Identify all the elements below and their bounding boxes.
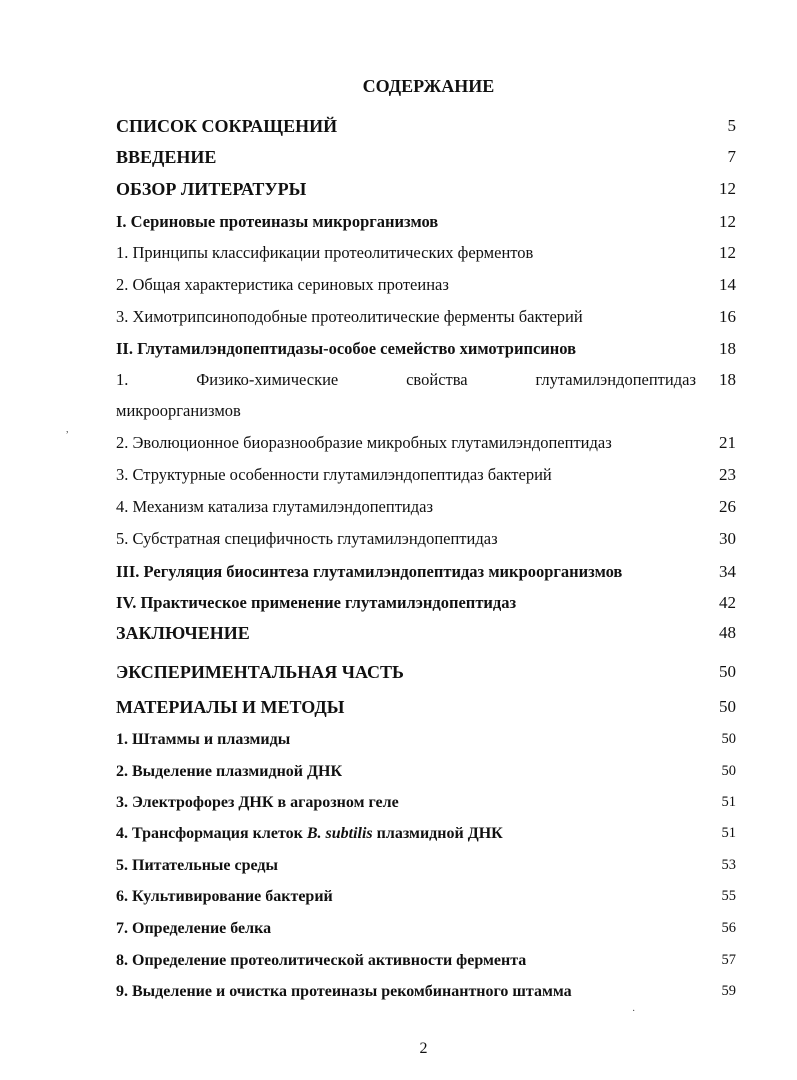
toc-entry-page: 18 [719,370,736,389]
toc-entry-page: 55 [721,888,736,904]
toc-entry-label: 5. Субстратная специфичность глутамилэндопептидаз [116,529,498,548]
toc-entry-label [116,825,503,843]
toc-word: свойства [406,370,468,389]
toc-entry-label: МАТЕРИАЛЫ И МЕТОДЫ [116,697,345,717]
toc-entry-label: ВВЕДЕНИЕ [116,147,217,167]
toc-entry-page: 12 [719,243,736,262]
toc-word: 1. [116,370,129,389]
toc-entry-page: 12 [719,212,736,231]
toc-entry-label: 9. Выделение и очистка протеиназы рекомбинантного штамма [116,983,572,1000]
toc-entry [116,763,736,787]
toc-entry-label: 3. Структурные особенности глутамилэндопептидаз бактерий [116,465,552,484]
toc-entry-continuation: микроорганизмов [116,401,241,420]
toc-entry-label: 8. Определение протеолитической активности фермента [116,952,527,969]
toc-entry-page: 59 [721,983,736,999]
toc-entry-label: 2. Выделение плазмидной ДНК [116,763,343,780]
toc-entry-label: ЭКСПЕРИМЕНТАЛЬНАЯ ЧАСТЬ [116,662,404,682]
toc-entry-label-justified [116,370,696,390]
toc-entry [116,952,736,976]
toc-entry-page: 21 [719,433,736,452]
toc-entry-page: 26 [719,497,736,516]
toc-entry [116,179,736,203]
toc-entry-page: 57 [721,952,736,968]
toc-entry-page: 12 [719,179,736,198]
toc-entry [116,529,736,553]
toc-entry-page: 5 [727,116,736,135]
label-suffix: плазмидной ДНК [372,825,503,842]
toc-entry-page: 51 [721,794,736,810]
toc-entry-label: IV. Практическое применение глутамилэндопептидаз [116,593,517,612]
toc-entry [116,888,736,912]
toc-entry-page: 50 [721,731,736,747]
toc-word: глутамилэндопептидаз [535,370,696,389]
toc-entry-page: 56 [721,920,736,936]
toc-entry-label: 1. Штаммы и плазмиды [116,731,291,748]
toc-entry [116,116,736,140]
toc-entry [116,562,736,586]
toc-entry-label: 4. Механизм катализа глутамилэндопептидаз [116,497,433,516]
toc-entry-label: I. Сериновые протеиназы микрорганизмов [116,212,439,231]
toc-entry [116,662,736,686]
toc-entry-label: 3. Химотрипсиноподобные протеолитические ферменты бактерий [116,307,583,326]
toc-entry [116,593,736,617]
toc-entry [116,243,736,267]
toc-entry-page: 50 [719,697,736,716]
toc-entry [116,825,736,849]
page-number: 2 [419,1040,428,1057]
toc-entry-page: 18 [719,339,736,358]
toc-entry-page: 30 [719,529,736,548]
toc-entry-page: 42 [719,593,736,612]
toc-entry [116,697,736,721]
toc-entry-page: 50 [721,763,736,779]
toc-entry-label: 3. Электрофорез ДНК в агарозном геле [116,794,399,811]
toc-entry [116,497,736,521]
toc-entry [116,339,736,363]
toc-entry-label: 2. Общая характеристика сериновых протеиназ [116,275,449,294]
toc-entry-page: 51 [721,825,736,841]
toc-entry [116,920,736,944]
toc-entry [116,623,736,647]
toc-entry-label: ОБЗОР ЛИТЕРАТУРЫ [116,179,307,199]
toc-entry-page: 7 [727,147,736,166]
toc-word: Физико-химические [196,370,339,389]
toc-entry-page: 48 [719,623,736,642]
toc-entry [116,857,736,881]
toc-entry-label: СПИСОК СОКРАЩЕНИЙ [116,116,338,136]
toc-entry-page: 53 [721,857,736,873]
toc-entry-label: 2. Эволюционное биоразнообразие микробных глутамилэндопептидаз [116,433,612,452]
scan-speck: · [632,1006,636,1017]
toc-entry [116,433,736,457]
scan-speck: , [66,424,69,435]
toc-entry [116,794,736,818]
toc-entry [116,731,736,755]
toc-title: СОДЕРЖАНИЕ [362,76,495,96]
toc-entry [116,147,736,171]
toc-entry [116,275,736,299]
toc-entry-page: 34 [719,562,736,581]
toc-entry-label: 6. Культивирование бактерий [116,888,333,905]
toc-entry-page: 14 [719,275,736,294]
toc-entry-label: III. Регуляция биосинтеза глутамилэндопептидаз микроорганизмов [116,562,623,581]
toc-entry-label: 1. Принципы классификации протеолитических ферментов [116,243,534,262]
toc-entry-label: ЗАКЛЮЧЕНИЕ [116,623,250,643]
toc-entry-page: 23 [719,465,736,484]
toc-entry [116,307,736,331]
toc-entry-label: 7. Определение белка [116,920,272,937]
species-name: B. subtilis [306,825,373,842]
toc-entry-label: 5. Питательные среды [116,857,278,874]
toc-entry-page: 50 [719,662,736,681]
toc-entry-label: II. Глутамилэндопептидазы-особое семейство химотрипсинов [116,339,577,358]
label-prefix: 4. Трансформация клеток [116,825,307,842]
toc-entry [116,212,736,236]
toc-entry-page: 16 [719,307,736,326]
toc-entry [116,465,736,489]
toc-entry [116,983,736,1007]
